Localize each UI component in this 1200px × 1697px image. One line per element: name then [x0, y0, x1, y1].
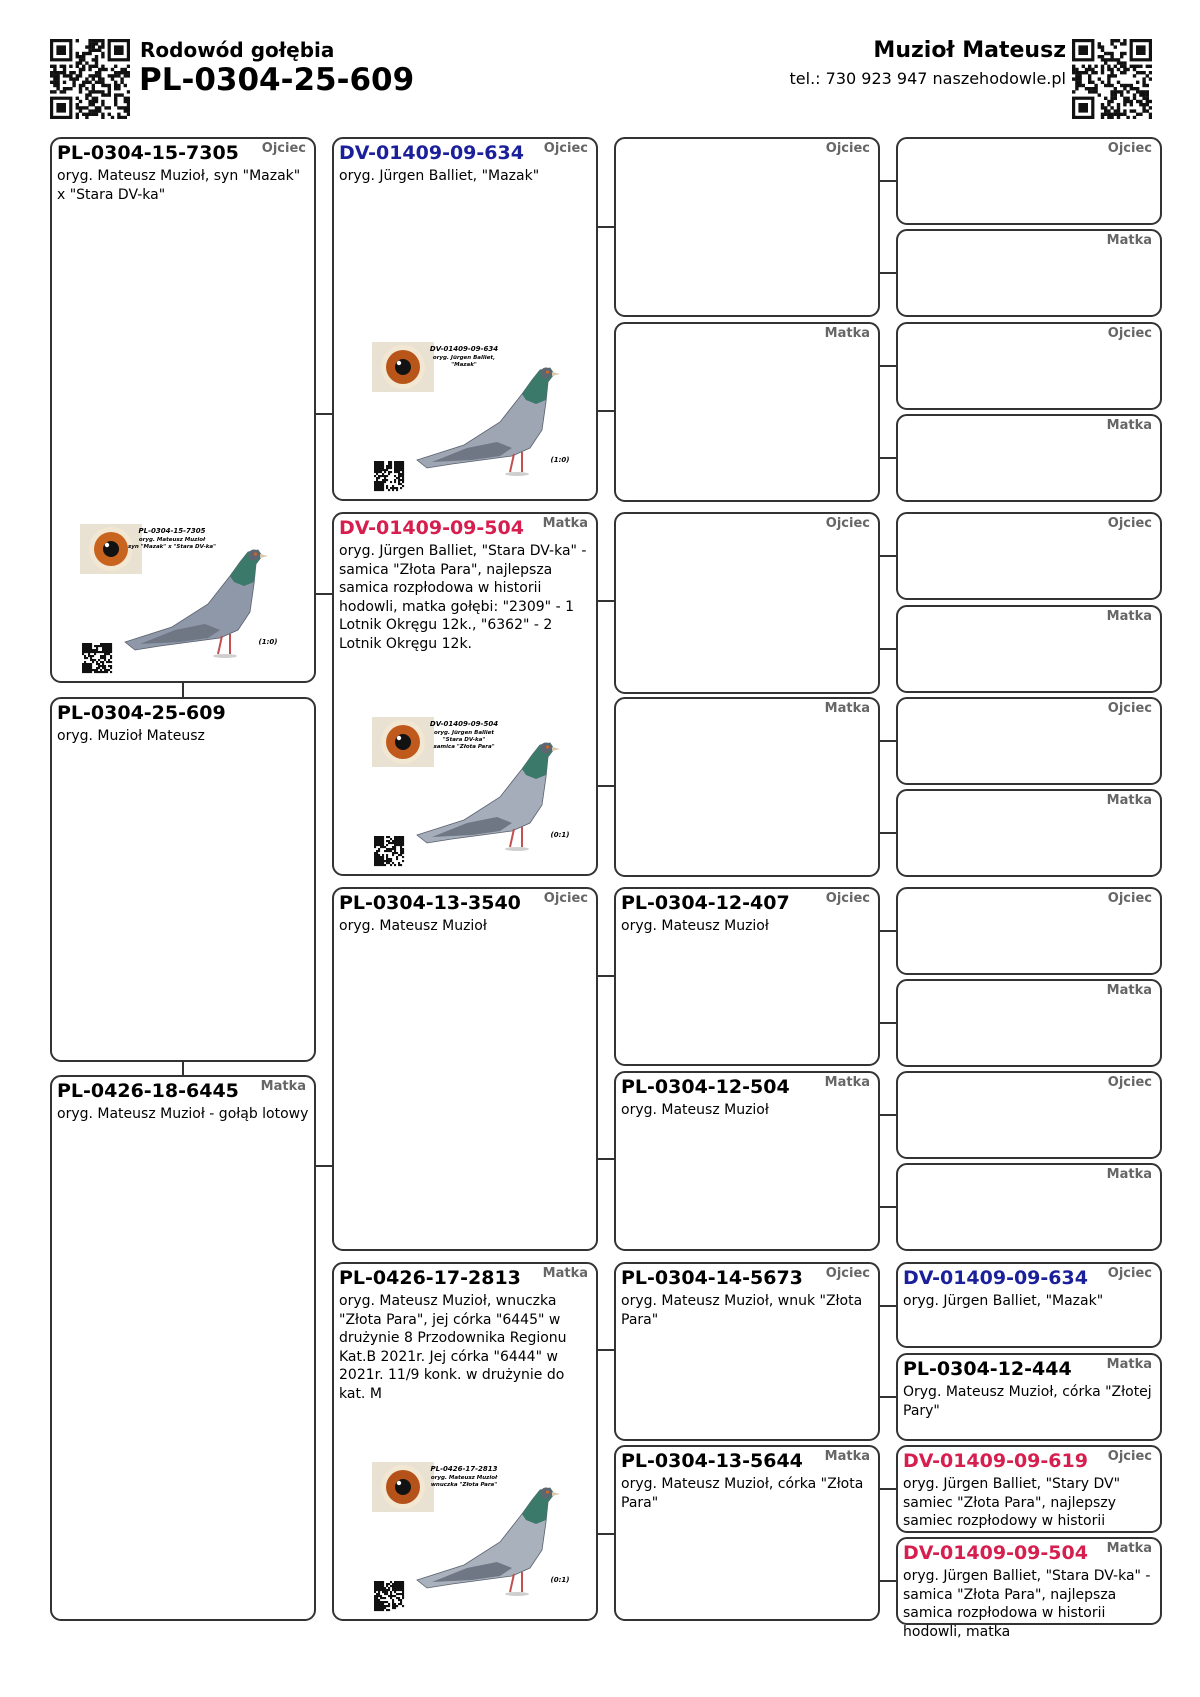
eye-highlight [105, 543, 109, 547]
pedigree-box-gen4-14 [896, 1353, 1162, 1441]
connector-line [880, 365, 896, 367]
pedigree-box-father [50, 137, 316, 683]
bird-description: oryg. Jürgen Balliet, "Stary DV" samiec "Złota Para", najlepszy samiec rozpłodowy w historii [903, 1476, 1121, 1529]
sex-label: Matka [1106, 609, 1152, 624]
pigeon-photo-svg [372, 717, 582, 869]
eye-pupil [395, 1479, 411, 1495]
sex-label: Ojciec [1107, 891, 1152, 906]
sex-label: Ojciec [825, 1266, 870, 1281]
pigeon-photo [372, 717, 582, 869]
connector-line [598, 1158, 614, 1160]
pigeon-head [249, 550, 260, 561]
pigeon-eye [546, 1491, 549, 1494]
pigeon-photo [80, 524, 290, 676]
connector-line [880, 272, 896, 274]
photo-ratio-label: (1:0) [550, 456, 570, 464]
pigeon-head [541, 368, 552, 379]
photo-label-line: "Mazak" [451, 362, 477, 368]
sex-label: Ojciec [1107, 701, 1152, 716]
sex-label: Matka [1106, 1357, 1152, 1372]
ring-number: PL-0304-13-3540 [339, 892, 521, 914]
pedigree-box-gen4-5 [896, 512, 1162, 600]
connector-line [880, 1580, 896, 1582]
bird-description: oryg. Mateusz Muzioł, wnuk "Złota Para" [621, 1293, 863, 1328]
ring-number: DV-01409-09-504 [339, 517, 524, 539]
pigeon-head [541, 1488, 552, 1499]
pedigree-box-gen3-8 [614, 1445, 880, 1621]
pedigree-box-mother [50, 1075, 316, 1621]
connector-line [598, 600, 614, 602]
pedigree-box-gen4-13 [896, 1262, 1162, 1348]
connector-line [598, 785, 614, 787]
photo-qr-code-icon [374, 461, 404, 491]
pigeon-head [541, 743, 552, 754]
pigeon-photo [372, 342, 582, 494]
connector-line [880, 832, 896, 834]
connector-line [880, 1396, 896, 1398]
ring-number: PL-0304-12-407 [621, 892, 790, 914]
sex-label: Ojciec [825, 891, 870, 906]
pigeon-eye [254, 553, 257, 556]
pedigree-box-maternal-grandmother [332, 1262, 598, 1621]
pigeon-photo [372, 1462, 582, 1614]
photo-label-line: syn "Mazak" x "Stara DV-ka" [128, 544, 216, 550]
sex-label: Matka [824, 1449, 870, 1464]
bird-description: oryg. Mateusz Muzioł, córka "Złota Para" [621, 1476, 864, 1511]
connector-line [880, 740, 896, 742]
bird-description: oryg. Jürgen Balliet, "Mazak" [339, 168, 540, 184]
eye-pupil [395, 734, 411, 750]
sex-label: Matka [1106, 793, 1152, 808]
pigeon-beak [552, 372, 560, 376]
photo-label-line: "Stara DV-ka" [442, 737, 486, 743]
ring-number: PL-0304-15-7305 [57, 142, 239, 164]
pedigree-box-gen4-8 [896, 789, 1162, 877]
qr-code-left-icon [50, 39, 130, 119]
pedigree-box-gen4-2 [896, 229, 1162, 317]
photo-label-line: oryg. Mateusz Muzioł [430, 1475, 498, 1481]
pigeon-eye [546, 746, 549, 749]
photo-qr-code-icon [374, 836, 404, 866]
ring-number: PL-0426-17-2813 [339, 1267, 521, 1289]
sex-label: Matka [1106, 233, 1152, 248]
eye-pupil [395, 359, 411, 375]
pedigree-box-gen4-3 [896, 322, 1162, 410]
connector-line [880, 1114, 896, 1116]
photo-label-line: oryg. Jürgen Balliet [433, 730, 495, 736]
document-subtitle: Rodowód gołębia [140, 38, 335, 62]
connector-line [880, 555, 896, 557]
ring-number: DV-01409-09-619 [903, 1450, 1088, 1472]
connector-line [316, 593, 332, 595]
bird-description: oryg. Muzioł Mateusz [57, 728, 205, 744]
pedigree-box-gen3-3 [614, 512, 880, 694]
sex-label: Ojciec [1107, 1266, 1152, 1281]
photo-ratio-label: (1:0) [258, 638, 278, 646]
connector-line [880, 1206, 896, 1208]
ring-number: DV-01409-09-634 [339, 142, 524, 164]
pigeon-beak [552, 747, 560, 751]
pigeon-beak [552, 1492, 560, 1496]
sex-label: Ojciec [1107, 326, 1152, 341]
bird-description: oryg. Mateusz Muzioł, syn "Mazak" x "Stara DV-ka" [57, 168, 301, 203]
sex-label: Matka [1106, 983, 1152, 998]
bird-description: oryg. Mateusz Muzioł [339, 918, 487, 934]
bird-description: oryg. Mateusz Muzioł [621, 918, 769, 934]
eye-highlight [397, 736, 401, 740]
connector-line [880, 457, 896, 459]
connector-line [880, 930, 896, 932]
photo-label-line: samica "Złota Para" [433, 744, 495, 750]
bird-description: oryg. Jürgen Balliet, "Mazak" [903, 1293, 1104, 1309]
pigeon-photo-svg [80, 524, 290, 676]
pedigree-box-gen3-4 [614, 697, 880, 877]
main-ring-number: PL-0304-25-609 [139, 62, 415, 98]
sex-label: Ojciec [825, 516, 870, 531]
sex-label: Ojciec [1107, 1075, 1152, 1090]
connector-line [182, 1062, 184, 1075]
photo-ratio-label: (0:1) [550, 831, 570, 839]
sex-label: Ojciec [1107, 141, 1152, 156]
connector-line [880, 1488, 896, 1490]
sex-label: Matka [542, 516, 588, 531]
ring-number: PL-0426-18-6445 [57, 1080, 239, 1102]
pedigree-box-gen4-15 [896, 1445, 1162, 1533]
pedigree-box-gen3-2 [614, 322, 880, 502]
photo-label-line: wnuczka "Złota Para" [430, 1482, 498, 1488]
ring-number: PL-0304-12-444 [903, 1358, 1072, 1380]
pedigree-box-gen4-9 [896, 887, 1162, 975]
eye-pupil [103, 541, 119, 557]
pigeon-shadow [213, 654, 237, 658]
sex-label: Matka [260, 1079, 306, 1094]
photo-label-ring: DV-01409-09-504 [429, 720, 499, 728]
pigeon-photo-svg [372, 342, 582, 494]
pigeon-eye [546, 371, 549, 374]
pedigree-box-gen4-7 [896, 697, 1162, 785]
qr-code-right-icon [1072, 39, 1152, 119]
connector-line [598, 975, 614, 977]
pedigree-box-gen3-1 [614, 137, 880, 317]
bird-description: oryg. Jürgen Balliet, "Stara DV-ka" - samica "Złota Para", najlepsza samica rozpłodowa w historii hodowli, matka gołębi: "2309" - 1 Lotnik Okręgu 12k., "6362" - 2 Lotnik Okręgu 12k. [339, 543, 587, 652]
breeder-contact: tel.: 730 923 947 naszehodowle.pl [789, 69, 1066, 88]
sex-label: Ojciec [543, 141, 588, 156]
ring-number: DV-01409-09-504 [903, 1542, 1088, 1564]
connector-line [598, 410, 614, 412]
photo-label-ring: PL-0304-15-7305 [138, 527, 206, 535]
breeder-name: Muzioł Mateusz [873, 38, 1066, 63]
connector-line [880, 1022, 896, 1024]
ring-number: PL-0304-12-504 [621, 1076, 790, 1098]
connector-line [182, 683, 184, 697]
photo-label-line: oryg. Jürgen Balliet, [432, 355, 496, 361]
photo-label-line: oryg. Mateusz Muzioł [138, 537, 206, 543]
sex-label: Ojciec [1107, 516, 1152, 531]
pedigree-box-gen4-12 [896, 1163, 1162, 1251]
connector-line [880, 180, 896, 182]
sex-label: Ojciec [1107, 1449, 1152, 1464]
pedigree-box-gen4-10 [896, 979, 1162, 1067]
ring-number: PL-0304-13-5644 [621, 1450, 803, 1472]
pedigree-box-paternal-grandmother [332, 512, 598, 876]
bird-description: oryg. Mateusz Muzioł [621, 1102, 769, 1118]
sex-label: Ojciec [825, 141, 870, 156]
connector-line [598, 1533, 614, 1535]
bird-description: oryg. Mateusz Muzioł - gołąb lotowy [57, 1106, 309, 1122]
bird-description: oryg. Mateusz Muzioł, wnuczka "Złota Para", jej córka "6445" w drużynie 8 Przodownika Regionu Kat.B 2021r. Jej córka "6444" w 2021r. 11/9 konk. w drużynie do kat. M [339, 1293, 567, 1402]
pedigree-box-gen3-7 [614, 1262, 880, 1441]
photo-qr-code-icon [82, 643, 112, 673]
photo-ratio-label: (0:1) [550, 1576, 570, 1584]
pedigree-box-gen4-6 [896, 605, 1162, 693]
sex-label: Matka [542, 1266, 588, 1281]
sex-label: Ojciec [543, 891, 588, 906]
pigeon-shadow [505, 472, 529, 476]
pedigree-box-gen3-6 [614, 1071, 880, 1251]
pedigree-box-gen3-5 [614, 887, 880, 1066]
connector-line [880, 648, 896, 650]
pedigree-box-paternal-grandfather [332, 137, 598, 501]
pigeon-photo-svg [372, 1462, 582, 1614]
pedigree-box-gen4-1 [896, 137, 1162, 225]
eye-highlight [397, 361, 401, 365]
ring-number: PL-0304-14-5673 [621, 1267, 803, 1289]
sex-label: Matka [824, 326, 870, 341]
connector-line [598, 1349, 614, 1351]
connector-line [316, 1165, 332, 1167]
photo-label-ring: DV-01409-09-634 [429, 345, 499, 353]
connector-line [316, 413, 332, 415]
bird-description: oryg. Jürgen Balliet, "Stara DV-ka" - samica "Złota Para", najlepsza samica rozpłodowa w historii hodowli, matka [903, 1568, 1151, 1640]
pigeon-shadow [505, 847, 529, 851]
pedigree-box-gen4-16 [896, 1537, 1162, 1640]
sex-label: Matka [1106, 1167, 1152, 1182]
sex-label: Matka [1106, 418, 1152, 433]
pedigree-box-subject [50, 697, 316, 1062]
sex-label: Ojciec [261, 141, 306, 156]
connector-line [880, 1305, 896, 1307]
eye-highlight [397, 1481, 401, 1485]
connector-line [598, 226, 614, 228]
pedigree-box-maternal-grandfather [332, 887, 598, 1251]
sex-label: Matka [824, 1075, 870, 1090]
pigeon-shadow [505, 1592, 529, 1596]
pedigree-box-gen4-11 [896, 1071, 1162, 1159]
sex-label: Matka [824, 701, 870, 716]
ring-number: PL-0304-25-609 [57, 702, 226, 724]
pedigree-box-gen4-4 [896, 414, 1162, 502]
photo-qr-code-icon [374, 1581, 404, 1611]
bird-description: Oryg. Mateusz Muzioł, córka "Złotej Pary" [903, 1384, 1152, 1419]
pigeon-beak [260, 554, 268, 558]
ring-number: DV-01409-09-634 [903, 1267, 1088, 1289]
photo-label-ring: PL-0426-17-2813 [430, 1465, 498, 1473]
sex-label: Matka [1106, 1541, 1152, 1556]
